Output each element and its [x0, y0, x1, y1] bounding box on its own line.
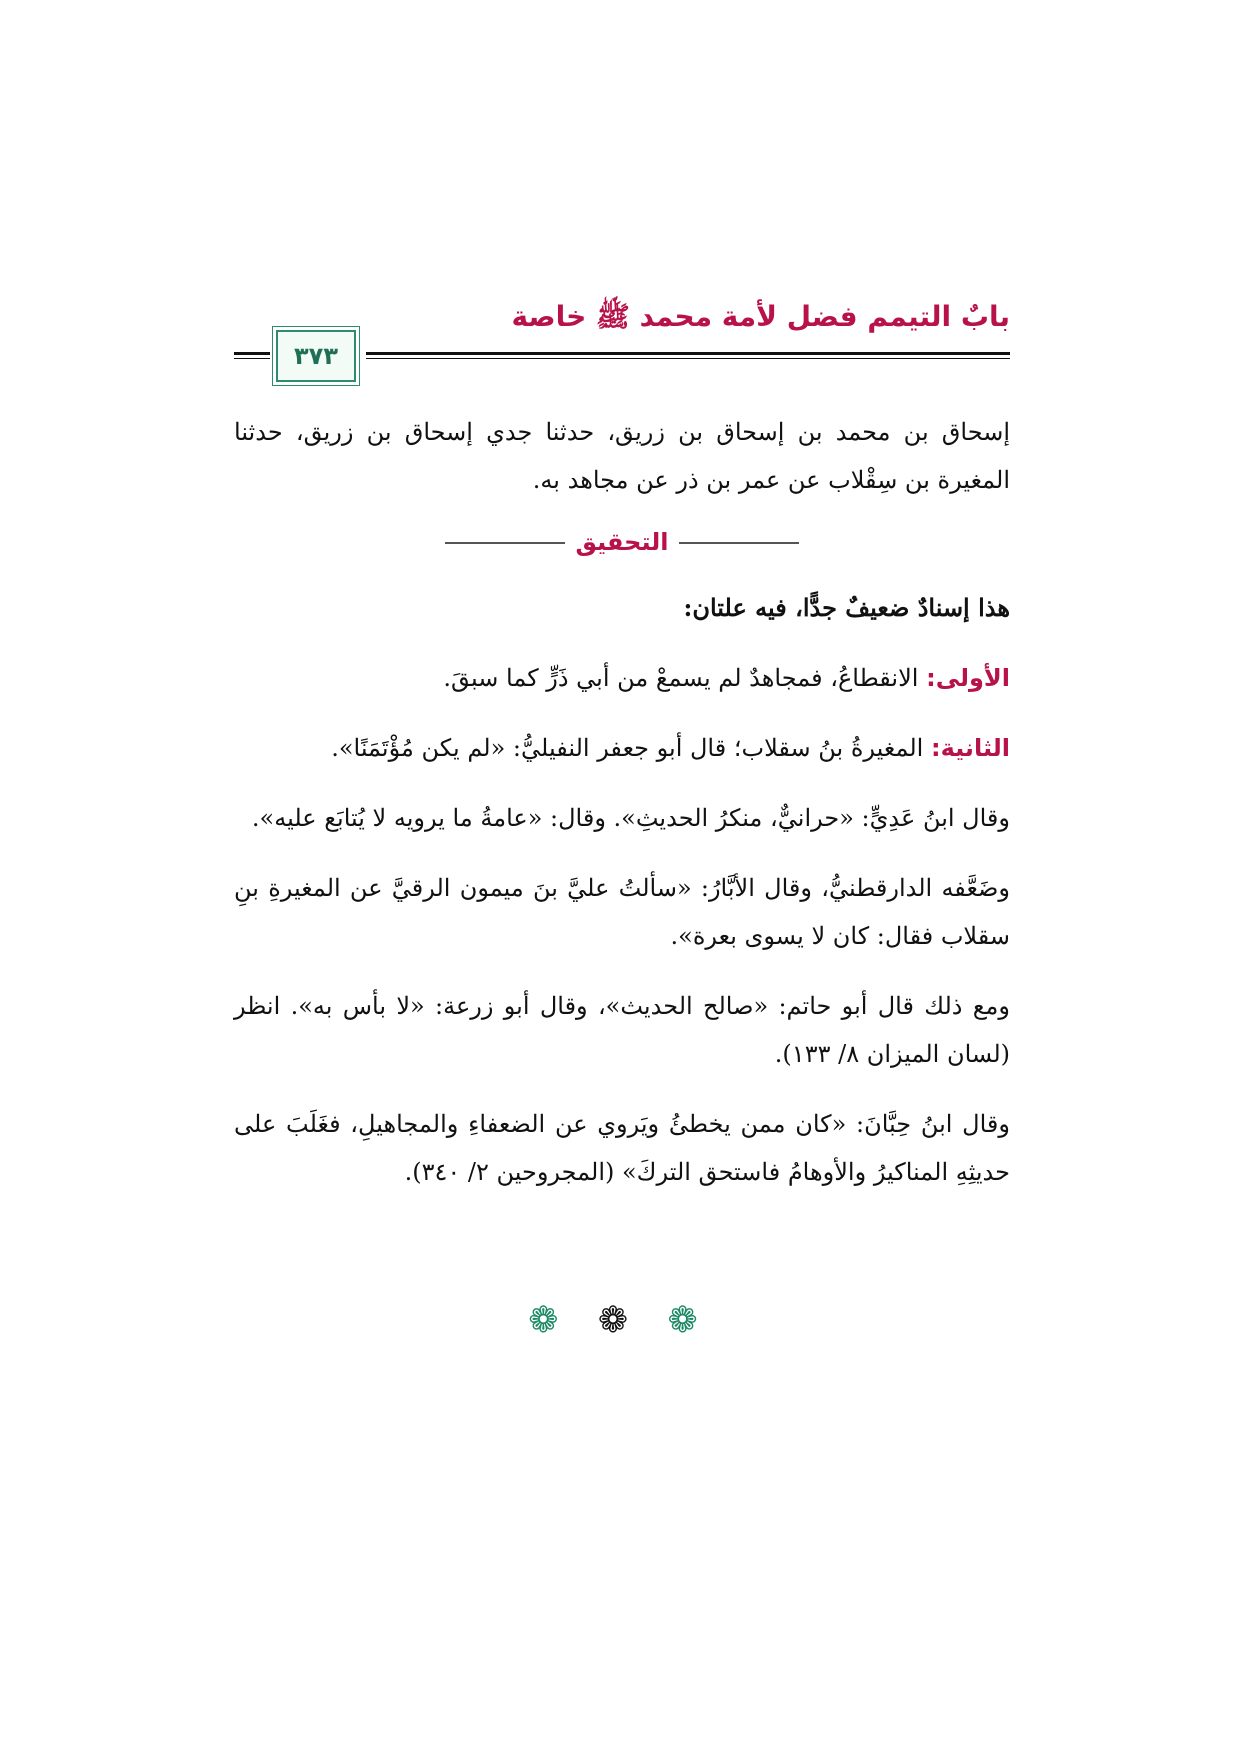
page-header — [234, 300, 1010, 390]
page-number: ٣٧٣ — [294, 342, 338, 370]
ibn-hibban-paragraph: وقال ابنُ حِبَّانَ: «كان ممن يخطئُ ويَروي عن الضعفاءِ والمجاهيلِ، فغَلَبَ على حديثِهِ المناكيرُ والأوهامُ فاستحق التركَ» (المجروحين ٢/ ٣٤٠). — [234, 1110, 1010, 1186]
second-defect-paragraph — [234, 724, 1010, 772]
first-defect-paragraph — [234, 654, 1010, 702]
divider-title: التحقيق — [575, 528, 669, 556]
header-rule-right — [366, 352, 1010, 359]
flower-ornament-icon: ❁ — [597, 1300, 643, 1341]
second-text: المغيرةُ بنُ سقلاب؛ قال أبو جعفر النفيليُّ: «لم يكن مُؤْتَمَنًا». — [331, 734, 924, 762]
ibn-adi-paragraph: وقال ابنُ عَدِيٍّ: «حرانيٌّ، منكرُ الحديثِ». وقال: «عامةُ ما يرويه لا يُتابَع عليه». — [251, 804, 1010, 832]
divider-line-right — [679, 542, 799, 544]
section-divider — [234, 518, 1010, 566]
flower-ornament-icon: ❁ — [667, 1300, 712, 1341]
daraqutni-paragraph: وضَعَّفه الدارقطنيُّ، وقال الأبَّارُ: «سألتُ عليَّ بنَ ميمون الرقيَّ عن المغيرةِ بنِ سقلاب فقال: كان لا يسوى بعرة». — [234, 874, 1010, 950]
first-text: الانقطاعُ، فمجاهدٌ لم يسمعْ من أبي ذَرٍّ كما سبقَ. — [443, 664, 919, 692]
divider-line-left — [445, 542, 565, 544]
abu-hatim-paragraph: ومع ذلك قال أبو حاتم: «صالح الحديث»، وقال أبو زرعة: «لا بأس به». انظر (لسان الميزان ٨/ ١٣٣). — [234, 992, 1010, 1068]
page-content — [234, 408, 1010, 1218]
flower-ornament-icon: ❁ — [528, 1300, 573, 1341]
end-ornament — [0, 1300, 1240, 1341]
intro-paragraph: إسحاق بن محمد بن إسحاق بن زريق، حدثنا جدي إسحاق بن زريق، حدثنا المغيرة بن سِقْلاب عن عمر بن ذر عن مجاهد به. — [234, 418, 1010, 494]
header-rule-left — [234, 352, 270, 359]
first-label: الأولى: — [926, 664, 1010, 692]
page-number-frame — [276, 330, 356, 382]
second-label: الثانية: — [930, 734, 1010, 762]
section-heading: هذا إسنادٌ ضعيفٌ جدًّا، فيه علتان: — [683, 593, 1010, 622]
chapter-title: بابٌ التيمم فضل لأمة محمد ﷺ خاصة — [511, 300, 1010, 333]
